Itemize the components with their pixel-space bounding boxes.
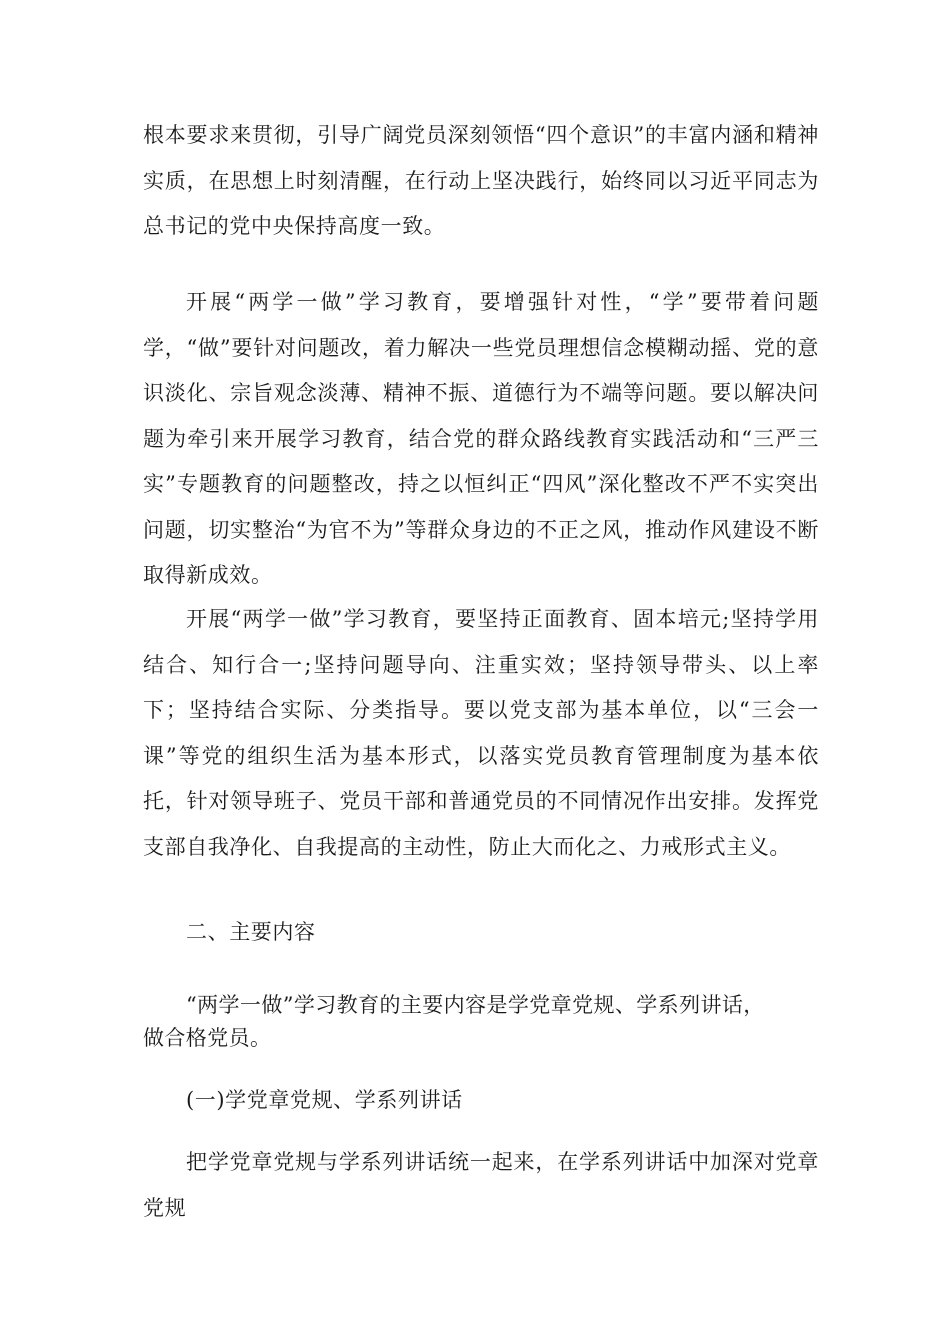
content-paragraph: “两学一做”学习教育的主要内容是学党章党规、学系列讲话，做合格党员。	[143, 993, 765, 1050]
paragraph-3: 开展“两学一做”学习教育，要坚持正面教育、固本培元;坚持学用结合、知行合一;坚持问题导向、注重实效；坚持领导带头、以上率下；坚持结合实际、分类指导。要以党支部为基本单位，以“三会一课”等党的组织生活为基本形式，以落实党员教育管理制度为基本依托，针对领导班子、党员干部和普通党员的不同情况作出安排。发挥党支部自我净化、自我提高的主动性，防止大而化之、力戒形式主义。	[143, 607, 819, 859]
paragraph-2: 开展“两学一做”学习教育，要增强针对性，“学”要带着问题学，“做”要针对问题改，着力解决一些党员理想信念模糊动摇、党的意识淡化、宗旨观念淡薄、精神不振、道德行为不端等问题。要以解决问题为牵引来开展学习教育，结合党的群众路线教育实践活动和“三严三实”专题教育的问题整改，持之以恒纠正“四风”深化整改不严不实突出问题，切实整治“为官不为”等群众身边的不正之风，推动作风建设不断取得新成效。	[143, 290, 819, 587]
paragraph-1: 根本要求来贯彻，引导广阔党员深刻领悟“四个意识”的丰富内涵和精神实质，在思想上时刻清醒，在行动上坚决践行，始终同以习近平同志为总书记的党中央保持高度一致。	[143, 123, 819, 238]
sub-heading: (一)学党章党规、学系列讲话	[186, 1088, 463, 1112]
last-paragraph: 把学党章党规与学系列讲话统一起来，在学系列讲话中加深对党章党规	[143, 1150, 819, 1220]
section-heading: 二、主要内容	[186, 920, 316, 944]
